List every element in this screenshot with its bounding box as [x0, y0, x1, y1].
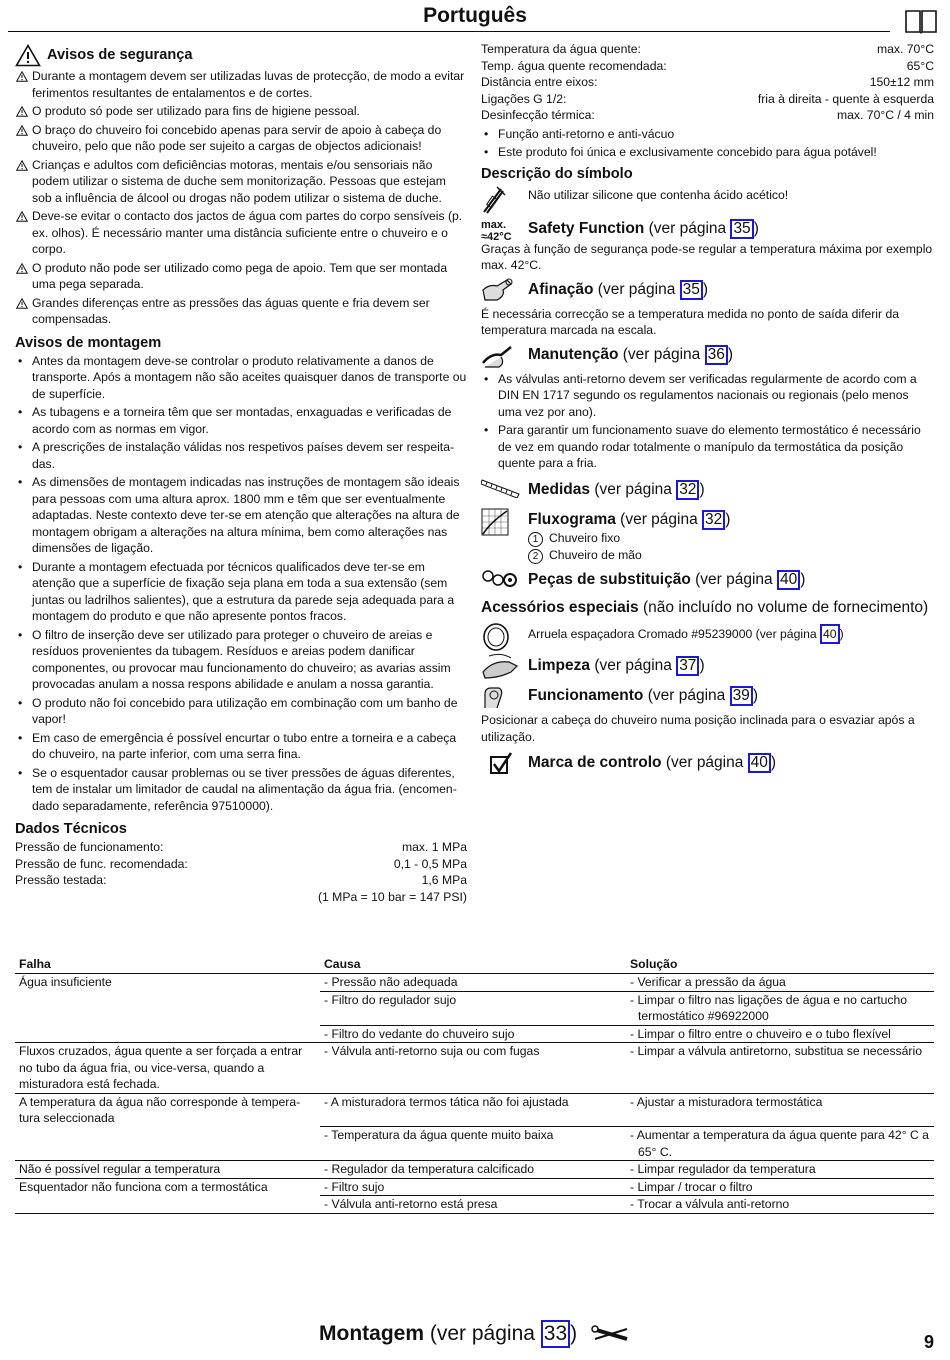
table-row	[15, 1161, 934, 1179]
tools-icon	[591, 1323, 631, 1345]
ver-pagina: (ver página	[597, 280, 676, 298]
spec-label: Distância entre eixos:	[481, 75, 598, 89]
afinacao-text: É necessária correcção se a temperatura medida no ponto de saída diferir da temperatura marcada na escala.	[481, 306, 899, 337]
page-number: 9	[924, 1332, 935, 1352]
page-link-37[interactable]: 37	[676, 656, 699, 676]
list-item: • A prescrições de instalação válidas nos respetivos países devem ser respeita-das.	[15, 439, 467, 472]
causa-text: - Filtro do regulador sujo	[324, 992, 457, 1007]
solucao-text: - Trocar a válvula anti-retorno	[630, 1197, 790, 1211]
spec-row	[481, 107, 934, 124]
cell-causa	[320, 1043, 626, 1094]
safety-warning-text: Crianças e adultos com deficiências motoras, mentais e/ou sensoriais não podem utilizar o sistema de duche sem monitorização. Pessoas que estejam sob a influência de álcool ou drogas não podem utilizar o sistema de duche.	[32, 157, 446, 205]
acessorios-heading	[481, 600, 934, 617]
page-link-39[interactable]: 39	[730, 686, 753, 706]
spec-value: 0,1 - 0,5 MPa	[393, 856, 467, 871]
safety-heading-row	[15, 46, 467, 65]
tech-heading: Dados Técnicos	[15, 821, 127, 837]
spec-row	[481, 74, 934, 91]
spec-label: Ligações G 1/2:	[481, 91, 567, 106]
safety-warning-item	[15, 122, 467, 155]
fluxograma-title: Fluxograma	[528, 510, 616, 528]
page-link-40[interactable]: 40	[777, 570, 800, 590]
manutencao-title: Manutenção	[528, 345, 619, 363]
safety-warning-item	[15, 103, 467, 120]
spec-row	[15, 839, 467, 856]
warning-icon	[15, 44, 41, 67]
safety-warning-item	[15, 68, 467, 101]
assembly-heading: Avisos de montagem	[15, 334, 162, 351]
spec-row	[481, 58, 934, 75]
tech-bullets	[481, 126, 934, 161]
arruela-row	[481, 624, 934, 650]
washer-icon	[481, 622, 511, 652]
causa-text: - Regulador da temperatura calcificado	[324, 1162, 535, 1176]
list-item: • Para garantir um funcionamento suave do elemento termostático é necessário de vez em quando rodar totalmente o manípulo da termostática da posição quente para a fria.	[481, 422, 934, 472]
page-link-40c[interactable]: 40	[748, 753, 771, 773]
causa-text: - Temperatura da água quente muito baixa	[324, 1128, 554, 1142]
cell-solucao	[626, 1093, 934, 1127]
list-item: • Durante a montagem efectuada por técnicos qualificados deve ter-se em atenção que a superfície de fixação seja plana em toda a sua extensão (sem juntas ou ladrilhos salientes), que a estrutura da parede seja adequada para a montagem do produto e que não apresente pontos fracos.	[15, 559, 467, 625]
safety-warning-text: O produto só pode ser utilizado para fins de higiene pessoal.	[32, 104, 360, 118]
safety-warning-text: Deve-se evitar o contacto dos jactos de água com partes do corpo sensíveis (p. ex. olhos). É necessário manter uma distância suficiente entre o chuveiro e o corpo.	[32, 209, 463, 256]
safety-warning-item	[15, 260, 467, 293]
solucao-text: - Limpar / trocar o filtro	[630, 1179, 753, 1194]
table-row	[15, 1196, 934, 1214]
medidas-row	[481, 480, 934, 506]
table-row	[15, 1025, 934, 1043]
ver-pagina: (ver página	[648, 219, 727, 237]
list-item: • As dimensões de montagem indicadas nas instruções de montagem são ideais para pessoas com uma altura aprox. 1800 mm e têm que ser eventualmente adaptadas. Neste contexto deve ter-se em atenção que alterações na altura de montagem obrigam a alterações na altura mínima, bem como alterações nas dimensões de ligação.	[15, 474, 467, 557]
cell-causa	[320, 991, 626, 1025]
safety-warning-item	[15, 208, 467, 258]
ver-pagina: (ver página	[594, 480, 672, 498]
list-item: • Em caso de emergência é possível encurtar o tubo entre a torneira e a cabeça do chuveiro, na parte inferior, com uma serra fina.	[15, 730, 467, 763]
table-header-row	[15, 956, 934, 974]
page-link-32[interactable]: 32	[676, 480, 699, 500]
solucao-text: - Limpar regulador da temperatura	[630, 1162, 816, 1176]
cell-causa	[320, 1196, 626, 1214]
cell-falha: A temperatura da água não corresponde à tempera-tura seleccionada	[19, 1094, 301, 1125]
spec-label: Desinfecção térmica:	[481, 108, 595, 122]
cell-falha	[15, 1127, 320, 1161]
spec-value: 150±12 mm	[869, 75, 934, 89]
cell-solucao	[626, 1196, 934, 1214]
warning-small-icon	[16, 263, 28, 274]
limpeza-title: Limpeza	[528, 657, 591, 674]
spec-value: 65°C	[906, 58, 934, 73]
causa-text: - A misturadora termos tática não foi ajustada	[324, 1094, 569, 1109]
ver-pagina: (ver página	[429, 1322, 535, 1345]
funcionamento-title: Funcionamento	[528, 687, 644, 704]
table-row	[15, 991, 934, 1025]
spec-row	[481, 91, 934, 108]
list-item: • As válvulas anti-retorno devem ser verificadas regularmente de acordo com a DIN EN 1717 segundo os regulamentos nacionais ou regionais (pelo menos uma vez por ano).	[481, 371, 934, 421]
funcionamento-row	[481, 686, 934, 710]
page-title: Português	[423, 4, 527, 27]
solucao-text: - Verificar a pressão da água	[630, 975, 786, 989]
tech-rows	[15, 839, 467, 889]
page-link-32b[interactable]: 32	[702, 510, 725, 530]
ver-pagina: (ver página	[695, 570, 773, 588]
page-link-33[interactable]: 33	[541, 1320, 570, 1348]
hand-turn-icon	[481, 682, 507, 710]
flux-item-1	[528, 530, 934, 547]
cell-causa	[320, 1025, 626, 1043]
warning-small-icon	[16, 106, 28, 117]
ver-pagina: (ver página	[647, 687, 726, 704]
assembly-list	[15, 353, 467, 815]
cell-causa	[320, 1161, 626, 1179]
spec-label: Temp. água quente recomendada:	[481, 58, 667, 73]
wrench-hand-icon	[481, 341, 515, 369]
flux-item-2	[528, 547, 934, 564]
paren-close: )	[800, 570, 806, 588]
ver-pagina: (ver página	[622, 345, 701, 363]
paren-close: )	[727, 345, 734, 363]
cell-solucao	[626, 1127, 934, 1161]
manutencao-row	[481, 345, 934, 371]
montagem-title: Montagem	[319, 1322, 425, 1345]
safety-function-title: Safety Function	[528, 219, 645, 237]
solucao-text: - Aumentar a temperatura da água quente para 42° C a 65° C.	[630, 1128, 929, 1159]
spec-value: max. 70°C / 4 min	[837, 108, 934, 122]
spec-value: fria à direita - quente à esquerda	[757, 91, 934, 106]
limpeza-row	[481, 656, 934, 682]
paren-close: )	[725, 510, 731, 528]
paren-close: )	[770, 754, 777, 771]
spec-row	[15, 856, 467, 873]
safety-warning-text: Grandes diferenças entre as pressões das águas quente e fria devem ser compensadas.	[32, 295, 430, 326]
cell-falha	[15, 991, 320, 1025]
spec-row	[481, 41, 934, 58]
manutencao-list	[481, 371, 934, 472]
cell-solucao	[626, 974, 934, 992]
hand-adjust-icon	[481, 276, 517, 304]
circle-number-1: 1	[528, 532, 543, 547]
medidas-title: Medidas	[528, 480, 591, 498]
causa-text: - Válvula anti-retorno está presa	[324, 1197, 498, 1211]
spec-label: Pressão testada:	[15, 873, 107, 887]
cell-falha	[15, 1025, 320, 1043]
causa-text: - Válvula anti-retorno suja ou com fugas	[324, 1044, 540, 1058]
troubleshooting-table	[15, 956, 934, 1214]
spec-value: 1,6 MPa	[421, 873, 467, 887]
list-item: • Este produto foi única e exclusivamente concebido para água potável!	[481, 144, 934, 161]
safety-warning-text: Durante a montagem devem ser utilizadas luvas de protecção, de modo a evitar ferimentos resultantes de entalamentos e de cortes.	[32, 69, 465, 100]
warning-small-icon	[16, 211, 28, 222]
spec-label: Temperatura da água quente:	[481, 42, 641, 56]
list-item: • O filtro de inserção deve ser utilizado para proteger o chuveiro de areias e resíduos provenientes da tubagem. Resíduos e areias podem danificar componentes, ou provocar mau funcionamento do chuveiro; as avarias assim provocadas anulam a nossa respons abilidade e anulam a nossa garantia.	[15, 627, 467, 693]
safety-function-row	[481, 218, 934, 243]
column-header-falha: Falha	[15, 956, 320, 974]
cell-solucao	[626, 991, 934, 1025]
paren-close: )	[702, 280, 709, 298]
circle-number-2: 2	[528, 549, 543, 564]
marca-row	[481, 753, 934, 781]
spec-label: Pressão de func. recomendada:	[15, 856, 188, 871]
fluxograma-row	[481, 510, 934, 564]
causa-text: - Pressão não adequada	[324, 975, 458, 989]
list-item: • Se o esquentador causar problemas ou se tiver pressões de águas diferentes, tem de instalar um limitador de caudal na alimentação da água fria. (encomen-dado separadamente, referência 97510000).	[15, 765, 467, 815]
arruela-text: Arruela espaçadora Cromado #95239000 (ver página	[528, 627, 817, 641]
table-row	[15, 1043, 934, 1094]
ver-pagina: (ver página	[665, 754, 744, 771]
list-item: • As tubagens e a torneira têm que ser montadas, enxaguadas e verificadas de acordo com as normas em vigor.	[15, 404, 467, 437]
acessorios-note: (não incluído no volume de fornecimento)	[643, 598, 929, 616]
cell-solucao	[626, 1161, 934, 1179]
cell-falha: Fluxos cruzados, água quente a ser forçada a entrar no tubo da água fria, ou vice-versa, quando a misturadora está fechada.	[15, 1043, 320, 1094]
max-temp-label: ≈42°C	[481, 230, 512, 243]
causa-text: - Filtro do vedante do chuveiro sujo	[324, 1026, 515, 1041]
table-row	[15, 1178, 934, 1196]
funcionamento-text: Posicionar a cabeça do chuveiro numa posição inclinada para o esvaziar após a utilização.	[481, 713, 915, 744]
title-rule	[8, 31, 890, 32]
safety-warning-item	[15, 157, 467, 207]
symbols-heading: Descrição do símbolo	[481, 165, 633, 182]
spec-value: max. 1 MPa	[401, 840, 467, 854]
cell-causa	[320, 1127, 626, 1161]
page-link-35b[interactable]: 35	[680, 280, 703, 300]
max-temp-symbol	[481, 219, 512, 243]
flux-label-2: Chuveiro de mão	[549, 547, 642, 562]
silicone-gun-icon	[481, 185, 507, 215]
list-item: • Função anti-retorno e anti-vácuo	[481, 126, 934, 143]
ver-pagina: (ver página	[594, 657, 672, 674]
page-link-40b[interactable]: 40	[820, 624, 840, 644]
cleaning-hand-icon	[481, 652, 519, 680]
column-header-solucao: Solução	[626, 956, 934, 974]
spec-row	[15, 872, 467, 889]
ruler-icon	[481, 474, 521, 498]
marca-title: Marca de controlo	[528, 754, 662, 771]
solucao-text: - Limpar o filtro entre o chuveiro e o tubo flexível	[630, 1026, 891, 1041]
silicone-row	[481, 187, 934, 217]
tech-rows-2	[481, 41, 934, 124]
silicone-text: Não utilizar silicone que contenha ácido acético!	[528, 187, 789, 202]
list-item: • O produto não foi concebido para utilização em combinação com um banho de vapor!	[15, 695, 467, 728]
safety-list	[15, 68, 467, 328]
spare-parts-icon	[481, 566, 519, 590]
cell-causa	[320, 1093, 626, 1127]
warning-small-icon	[16, 71, 28, 82]
warning-small-icon	[16, 125, 28, 136]
table-row	[15, 974, 934, 992]
max-label: max.	[481, 218, 507, 231]
solucao-text: - Ajustar a misturadora termostática	[630, 1094, 823, 1109]
safety-warning-text: O braço do chuveiro foi concebido apenas para servir de apoio à cabeça do chuveiro, pelo que não pode ser sujeito a cargas de objectos adicionais!	[32, 122, 442, 153]
safety-warning-item	[15, 295, 467, 328]
paren-close: )	[570, 1322, 578, 1345]
column-header-causa: Causa	[320, 956, 626, 974]
page-link-36[interactable]: 36	[705, 345, 728, 365]
left-column	[15, 46, 467, 905]
tech-conversion: (1 MPa = 10 bar = 147 PSI)	[317, 889, 467, 904]
table-row	[15, 1093, 934, 1127]
afinacao-title: Afinação	[528, 280, 594, 298]
paren-close: )	[699, 480, 705, 498]
flux-label-1: Chuveiro fixo	[549, 530, 621, 545]
causa-text: - Filtro sujo	[324, 1179, 385, 1194]
afinacao-row	[481, 280, 934, 306]
cell-falha: Esquentador não funciona com a termostática	[19, 1179, 268, 1194]
paren-close: )	[752, 687, 758, 704]
ver-pagina: (ver página	[620, 510, 698, 528]
spec-label: Pressão de funcionamento:	[15, 840, 164, 854]
solucao-text: - Limpar o filtro nas ligações de água e no cartucho termostático #96922000	[630, 992, 908, 1023]
cell-falha: Água insuficiente	[19, 975, 112, 989]
cell-falha	[15, 1196, 320, 1214]
safety-heading: Avisos de segurança	[47, 47, 193, 63]
page-link-35[interactable]: 35	[730, 219, 753, 239]
list-item: • Antes da montagem deve-se controlar o produto relativamente a danos de transporte. Após a montagem não são aceites quaisquer danos de transporte ou de superfície.	[15, 353, 467, 403]
safety-warning-text: O produto não pode ser utilizado como pega de apoio. Tem que ser montada uma pega separada.	[32, 260, 448, 291]
book-icon	[904, 8, 938, 34]
spec-value: max. 70°C	[876, 42, 934, 56]
cell-falha: Não é possível regular a temperatura	[15, 1161, 320, 1179]
paren-close: )	[839, 627, 844, 641]
checkmark-box-icon	[489, 751, 513, 775]
cell-solucao	[626, 1025, 934, 1043]
pecas-title: Peças de substituição	[528, 570, 691, 588]
flow-chart-icon	[481, 508, 509, 536]
paren-close: )	[753, 219, 759, 237]
paren-close: )	[699, 657, 705, 674]
table-row	[15, 1127, 934, 1161]
pecas-row	[481, 570, 934, 594]
solucao-text: - Limpar a válvula antiretorno, substitua se necessário	[630, 1044, 922, 1058]
cell-causa	[320, 1178, 626, 1196]
cell-causa	[320, 974, 626, 992]
warning-small-icon	[16, 298, 28, 309]
safety-function-text: Graças à função de segurança pode-se regular a temperatura máxima por exemplo max. 42°C.	[481, 241, 933, 272]
cell-solucao	[626, 1178, 934, 1196]
warning-small-icon	[16, 160, 28, 171]
cell-solucao	[626, 1043, 934, 1094]
right-column	[481, 41, 934, 781]
acessorios-title: Acessórios especiais	[481, 598, 639, 616]
montagem-footer	[0, 1318, 950, 1350]
